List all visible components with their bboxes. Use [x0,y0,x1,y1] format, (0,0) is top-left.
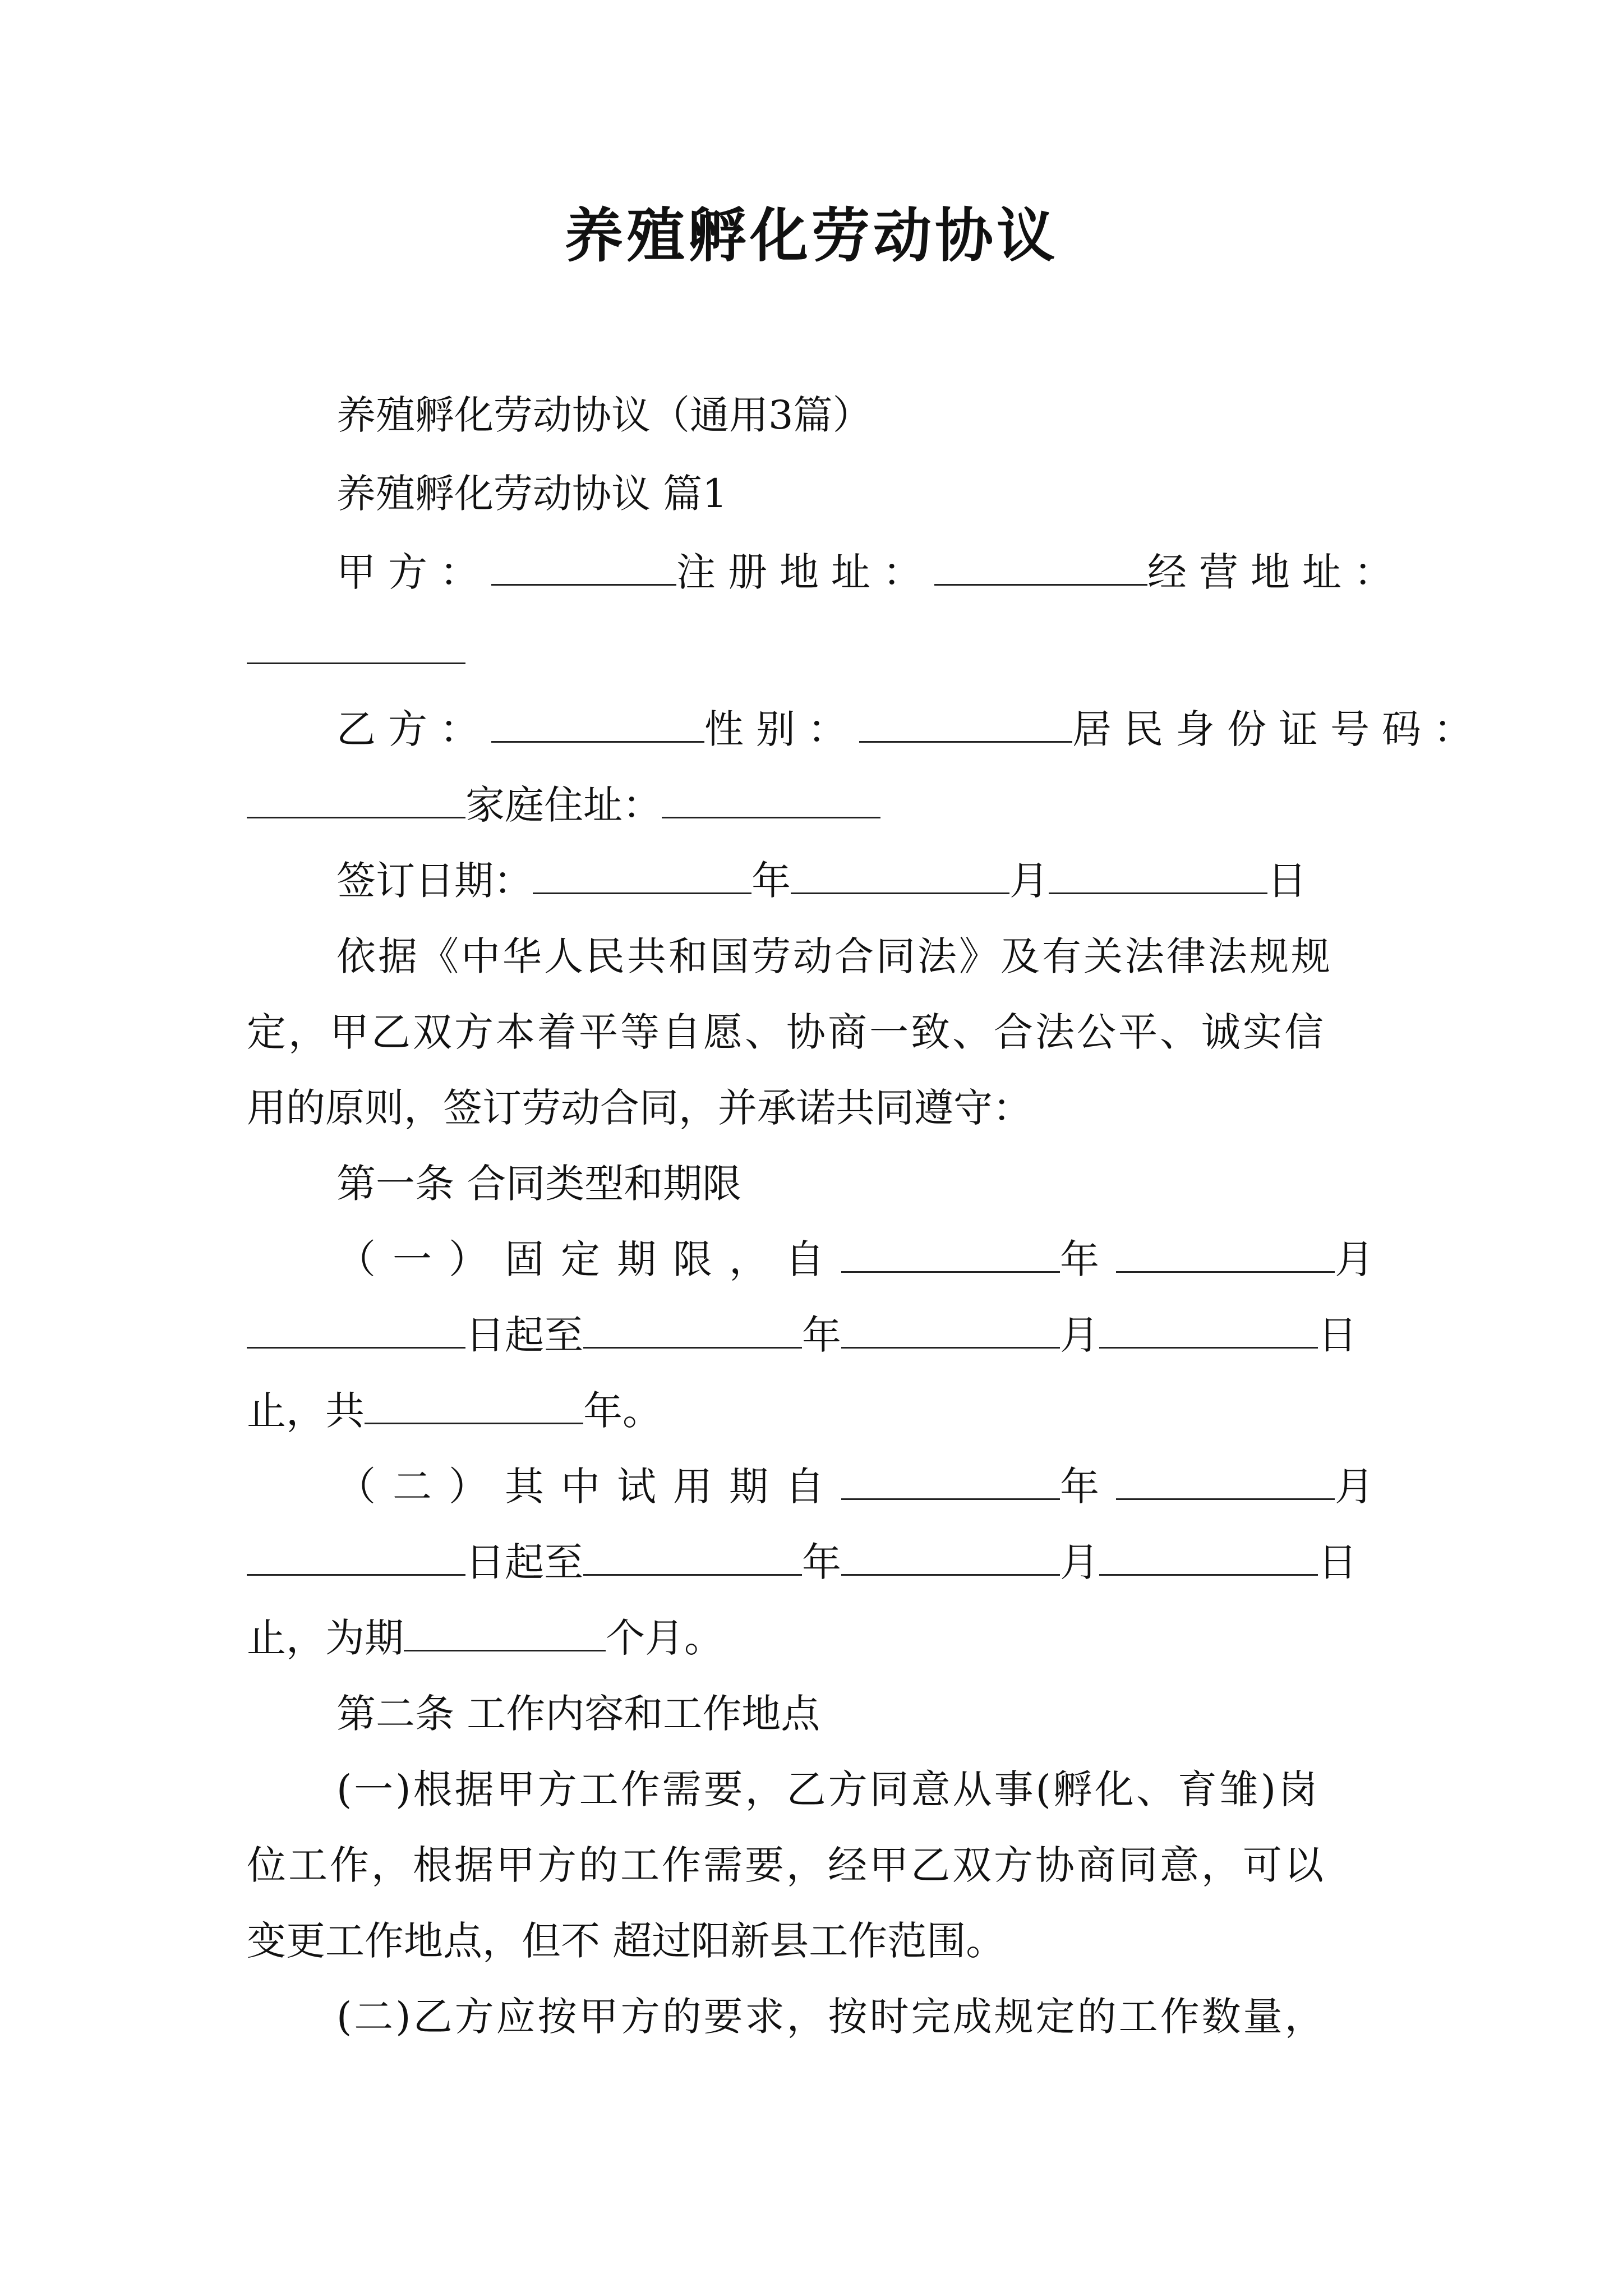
sign-date-label: 签订日期： [336,858,533,904]
home-addr-label: 家庭住址： [465,782,662,828]
item1-prefix: （一）固定期限，自 [336,1236,841,1282]
month-label: 月 [1060,1312,1099,1358]
article2-para1-line2: 位工作，根据甲方的工作需要，经甲乙双方协商同意，可以 [247,1842,1326,1888]
year-label: 年 [802,1312,841,1358]
item1-year2-blank[interactable] [583,1313,802,1349]
gender-blank[interactable] [859,707,1072,743]
item2-year-blank[interactable] [841,1465,1060,1500]
article1-item2-line3 [247,1610,723,1666]
article1-item2-line2 [247,1534,1357,1590]
day-label: 日 [1318,1312,1357,1358]
item2-day-blank[interactable] [247,1540,465,1576]
article1-item1-line1 [336,1231,1391,1287]
item2-month2-blank[interactable] [841,1540,1060,1576]
item1-year-blank[interactable] [841,1237,1060,1273]
gender-label: 性别： [704,706,859,752]
biz-addr-blank[interactable] [247,629,465,664]
preamble-line-2: 定，甲乙双方本着平等自愿、协商一致、合法公平、诚实信 [247,1009,1326,1055]
item1-month-blank[interactable] [1116,1237,1335,1273]
item1-day2-blank[interactable] [1099,1313,1318,1349]
article1-heading: 第一条 合同类型和期限 [336,1161,742,1207]
month-label: 月 [1335,1464,1391,1510]
id-number-blank[interactable] [247,783,465,818]
sign-month-blank[interactable] [791,859,1009,894]
day-label: 日 [1318,1539,1357,1585]
home-addr-line [247,777,880,833]
biz-addr-line [247,623,465,679]
id-label: 居民身份证号码： [1072,706,1485,752]
until-label: 止，为期 [247,1615,404,1661]
preamble-line-3: 用的原则，签订劳动合同，并承诺共同遵守： [247,1085,1032,1131]
item2-prefix: （二）其中试用期自 [336,1464,841,1510]
preamble-line-1: 依据《中华人民共和国劳动合同法》及有关法律法规规 [336,933,1332,979]
document-title: 养殖孵化劳动协议 [564,201,1058,270]
article1-item2-line1 [336,1458,1391,1515]
biz-addr-label: 经营地址： [1147,549,1405,595]
unit-label: 年。 [583,1388,662,1434]
item1-day-blank[interactable] [247,1313,465,1349]
sign-day-blank[interactable] [1049,859,1267,894]
until-label: 止，共 [247,1388,365,1434]
item2-year2-blank[interactable] [583,1540,802,1576]
item2-month-blank[interactable] [1116,1465,1335,1500]
article2-para1-line1: (一)根据甲方工作需要，乙方同意从事(孵化、育雏)岗 [336,1766,1320,1812]
party-a-label: 甲方： [336,549,491,595]
from-label: 日起至 [465,1539,583,1585]
article1-item1-line2 [247,1307,1357,1363]
year-label: 年 [802,1539,841,1585]
subtitle: 养殖孵化劳动协议（通用3篇） [336,392,872,438]
year-label: 年 [751,858,791,904]
party-b-label: 乙方： [336,706,491,752]
year-label: 年 [1060,1236,1116,1282]
item2-day2-blank[interactable] [1099,1540,1318,1576]
party-a-blank[interactable] [491,550,676,586]
party-b-line [336,701,1485,757]
month-label: 月 [1335,1236,1391,1282]
year-label: 年 [1060,1464,1116,1510]
item1-month2-blank[interactable] [841,1313,1060,1349]
article2-para2-line1: (二)乙方应按甲方的要求，按时完成规定的工作数量， [336,1994,1326,2040]
home-addr-blank[interactable] [662,783,880,818]
from-label: 日起至 [465,1312,583,1358]
section-heading: 养殖孵化劳动协议 篇1 [336,471,727,517]
month-label: 月 [1009,858,1049,904]
item2-months-blank[interactable] [404,1616,606,1651]
unit-label: 个月。 [606,1615,723,1661]
month-label: 月 [1060,1539,1099,1585]
day-label: 日 [1267,858,1307,904]
article2-para1-line3: 变更工作地点，但不 超过阳新县工作范围。 [247,1918,1006,1964]
article1-item1-line3 [247,1383,662,1439]
item1-total-years-blank[interactable] [365,1389,583,1424]
party-a-line [336,544,1405,600]
article2-heading: 第二条 工作内容和工作地点 [336,1691,820,1737]
sign-date-line [336,853,1307,909]
sign-year-blank[interactable] [533,859,751,894]
reg-addr-blank[interactable] [934,550,1147,586]
reg-addr-label: 注册地址： [676,549,934,595]
party-b-blank[interactable] [491,707,704,743]
